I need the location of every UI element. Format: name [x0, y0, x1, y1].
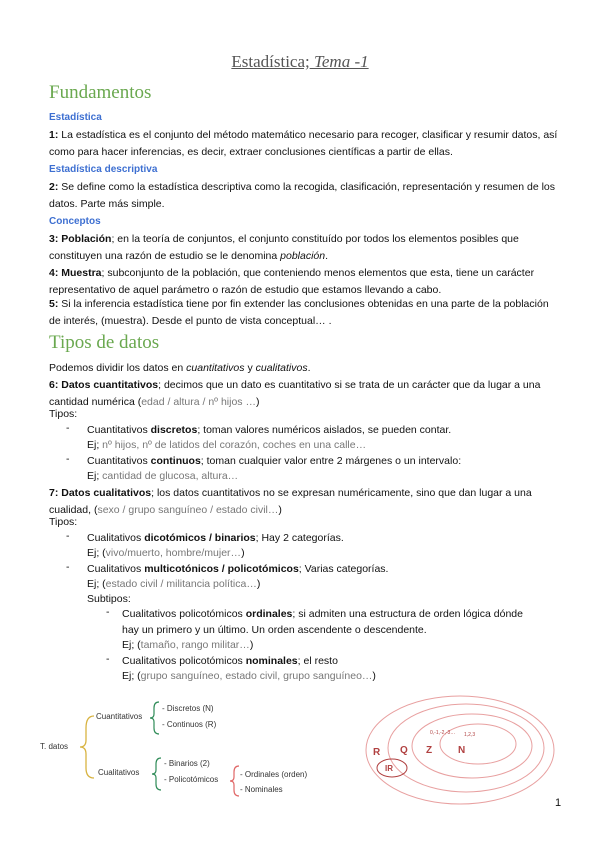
list-dash: - — [66, 530, 70, 542]
intro-text: Podemos dividir los datos en — [49, 362, 187, 374]
example-gray: cantidad de glucosa, altura… — [102, 470, 239, 482]
example-gray: tamaño, rango militar… — [140, 639, 250, 651]
item-bold: ordinales — [245, 608, 293, 620]
example-gray: grupo sanguíneo, estado civil, grupo sanguíneo… — [140, 670, 373, 682]
paragraph-text: ; decimos que un dato es cuantitativo si se trata de un carácter que da lugar a una cantidad numérica ( — [49, 379, 541, 408]
term-cualitativos: 7: Datos cualitativos — [49, 487, 152, 499]
paragraph-cuantitativos — [49, 377, 559, 411]
page-title — [0, 52, 600, 72]
intro-end: . — [307, 362, 311, 374]
item-bold: nominales — [245, 655, 298, 667]
paragraph-muestra — [49, 265, 559, 299]
set-IR-label: IR — [385, 764, 393, 773]
brace-cuantitativos — [148, 700, 162, 736]
item-pre: Cualitativos policotómicos — [122, 655, 246, 667]
list-item-nominales — [122, 653, 338, 669]
paragraph-poblacion — [49, 231, 559, 265]
example-end: ) — [256, 578, 261, 590]
paragraph-text: Si la inferencia estadística tiene por fin extender las conclusiones obtenidas en una parte de la población de interés, (muestra). Desde el punto de vista conceptual… . — [49, 298, 549, 327]
item-pre: Cuantitativos — [87, 424, 151, 436]
example-label: Ej; — [87, 439, 103, 451]
paragraph-number: 2: — [49, 181, 59, 193]
list-item-binarios-example — [87, 545, 245, 561]
example-label: Ej; — [87, 470, 103, 482]
list-item-ordinales-example — [122, 637, 253, 653]
list-item-continuos — [87, 453, 461, 469]
item-pre: Cuantitativos — [87, 455, 151, 467]
example-label: Ej; ( — [87, 578, 106, 590]
subtipos-label: Subtipos: — [87, 593, 131, 605]
paragraph-estadistica — [49, 127, 559, 161]
example-label: Ej; ( — [122, 639, 141, 651]
paragraph-cualitativos — [49, 485, 559, 519]
list-dash: - — [66, 561, 70, 573]
list-item-ordinales-line2: hay un primero y un último. Un orden ascendente o descendente. — [122, 624, 427, 636]
item-post: ; Hay 2 categorías. — [255, 532, 344, 544]
tree-root: T. datos — [40, 742, 69, 751]
tree-binarios: - Binarios (2) — [164, 759, 210, 768]
paragraph-end: ) — [255, 396, 260, 408]
item-bold: continuos — [150, 455, 201, 467]
subheading-estadistica: Estadística — [49, 112, 102, 123]
list-dash: - — [66, 453, 70, 465]
subheading-conceptos: Conceptos — [49, 216, 101, 227]
tree-policotomicos: - Policotómicos — [164, 775, 219, 784]
tree-continuos: - Continuos (R) — [162, 720, 217, 729]
brace-cualitativos — [150, 756, 164, 792]
paragraph-text: ; en la teoría de conjuntos, el conjunto constituído por todos los elementos posibles que constituyen una razón de estudio se le denomina — [49, 233, 519, 262]
brace-root — [78, 712, 98, 782]
paragraph-inferencia — [49, 296, 559, 330]
tipos-label-2: Tipos: — [49, 516, 78, 528]
set-Q-ellipse — [388, 704, 544, 792]
tipos-label: Tipos: — [49, 408, 78, 420]
title-main: Estadística; — [231, 52, 310, 71]
heading-fundamentos: Fundamentos — [49, 82, 152, 103]
set-N-values: 1,2,3 — [464, 732, 476, 738]
number-sets-diagram — [360, 690, 560, 810]
term-poblacion: 3: Población — [49, 233, 112, 245]
subheading-descriptiva: Estadística descriptiva — [49, 164, 158, 175]
item-post: ; Varias categorías. — [298, 563, 389, 575]
list-item-discretos — [87, 422, 451, 438]
item-bold: dicotómicos / binarios — [144, 532, 256, 544]
example-gray: vivo/muerto, hombre/mujer… — [105, 547, 242, 559]
tree-cuantitativos: Cuantitativos — [96, 712, 143, 721]
title-topic: Tema -1 — [313, 52, 369, 71]
example-gray: sexo / grupo sanguíneo / estado civil… — [97, 504, 279, 516]
example-label: Ej; ( — [87, 547, 106, 559]
item-pre: Cualitativos — [87, 563, 145, 575]
list-dash: - — [66, 422, 70, 434]
tree-ordinales: - Ordinales (orden) — [240, 770, 308, 779]
example-gray: edad / altura / nº hijos … — [141, 396, 256, 408]
item-post: ; el resto — [297, 655, 338, 667]
list-item-ordinales — [122, 606, 523, 622]
tree-cualitativos: Cualitativos — [98, 768, 140, 777]
list-item-nominales-example — [122, 668, 376, 684]
paragraph-number: 5: — [49, 298, 59, 310]
italic-term: población — [280, 250, 326, 262]
tree-discretos: - Discretos (N) — [162, 704, 214, 713]
list-item-discretos-example — [87, 437, 366, 453]
example-end: ) — [249, 639, 254, 651]
item-pre: Cualitativos — [87, 532, 145, 544]
example-label: Ej; ( — [122, 670, 141, 682]
set-R-label: R — [373, 747, 381, 758]
paragraph-end: . — [325, 250, 329, 262]
italic-cuantitativos: cuantitativos — [186, 362, 245, 374]
term-cuantitativos: 6: Datos cuantitativos — [49, 379, 159, 391]
item-bold: multicotónicos / policotómicos — [144, 563, 299, 575]
paragraph-intro — [49, 360, 559, 377]
item-post: ; toman cualquier valor entre 2 márgenes o un intervalo: — [200, 455, 462, 467]
heading-tipos-de-datos: Tipos de datos — [49, 332, 160, 353]
intro-mid: y — [244, 362, 256, 374]
page-number: 1 — [555, 797, 562, 809]
set-Q-label: Q — [400, 745, 408, 756]
paragraph-text: Se define como la estadística descriptiva como la recogida, clasificación, representación y resumen de los datos. Parte más simple. — [49, 181, 556, 210]
paragraph-number: 1: — [49, 129, 59, 141]
example-end: ) — [241, 547, 245, 559]
paragraph-text: ; subconjunto de la población, que conteniendo menos elementos que esta, tiene un carácter representativo de aquel parámetro o razón de estudio que estamos llevando a cabo. — [49, 267, 535, 296]
item-post: ; si admiten una estructura de orden lógica dónde — [292, 608, 523, 620]
paragraph-text: ; los datos cuantitativos no se expresan numéricamente, sino que dan lugar a una cualidad, ( — [49, 487, 532, 516]
paragraph-text: La estadística es el conjunto del método matemático necesario para recoger, clasificar y resumir datos, así como para hacer inferencias, es decir, extraer conclusiones científicas a partir de ellas. — [49, 129, 558, 158]
set-Z-label: Z — [426, 745, 433, 756]
item-bold: discretos — [150, 424, 198, 436]
example-end: ) — [372, 670, 376, 682]
set-N-label: N — [458, 745, 466, 756]
list-item-policotomicos — [87, 561, 388, 577]
tree-nominales: - Nominales — [240, 785, 283, 794]
example-gray: nº hijos, nº de latidos del corazón, coches en una calle… — [102, 439, 367, 451]
paragraph-descriptiva — [49, 179, 559, 213]
list-item-binarios — [87, 530, 344, 546]
list-dash: - — [106, 653, 110, 665]
list-dash: - — [106, 606, 110, 618]
example-gray: estado civil / militancia política… — [105, 578, 257, 590]
term-muestra: 4: Muestra — [49, 267, 102, 279]
list-item-policotomicos-example — [87, 576, 260, 592]
italic-cualitativos: cualitativos — [255, 362, 308, 374]
set-Z-values: 0,-1,-2,-3… — [430, 730, 456, 736]
item-pre: Cualitativos policotómicos — [122, 608, 246, 620]
paragraph-end: ) — [278, 504, 282, 516]
item-post: ; toman valores numéricos aislados, se pueden contar. — [197, 424, 452, 436]
list-item-continuos-example — [87, 468, 238, 484]
